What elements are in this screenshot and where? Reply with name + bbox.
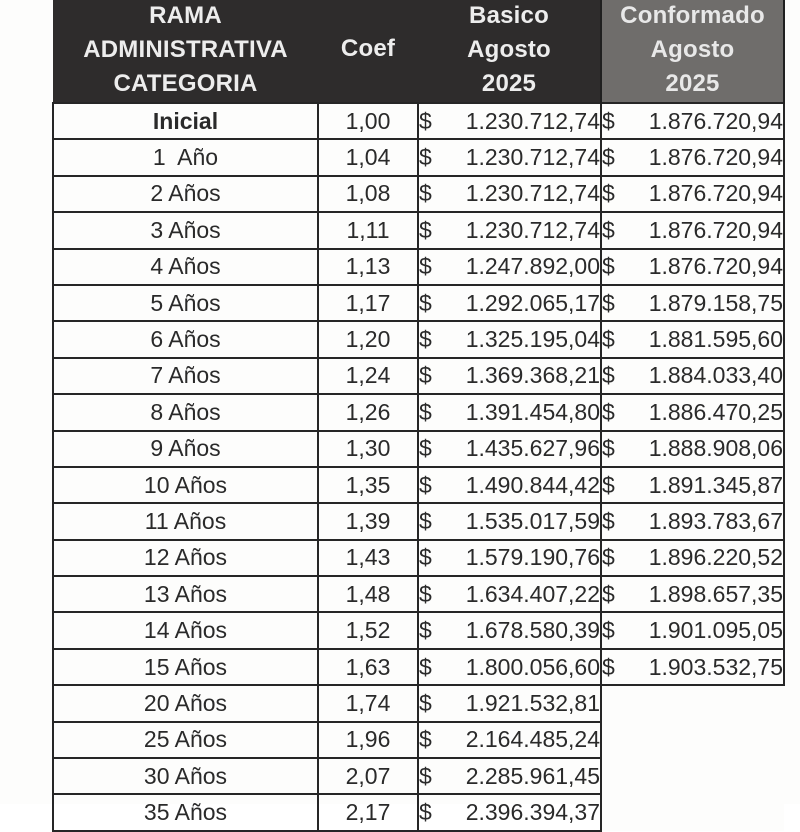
amount-basico: 1.247.892,00 (465, 253, 600, 280)
amount-conformado: 1.888.908,06 (648, 435, 783, 462)
currency-symbol: $ (602, 653, 615, 680)
cell-basico (418, 503, 601, 539)
cell-categoria: 6 Años (53, 321, 318, 357)
cell-basico (418, 212, 601, 248)
cell-conformado (601, 321, 784, 357)
cell-conformado (601, 612, 784, 648)
amount-conformado: 1.884.033,40 (648, 362, 783, 389)
amount-basico: 1.230.712,74 (465, 144, 600, 171)
header-category-line3: CATEGORIA (113, 70, 258, 97)
cell-basico (418, 576, 601, 612)
amount-conformado: 1.893.783,67 (648, 507, 783, 534)
cell-categoria: 12 Años (53, 540, 318, 576)
cell-empty (601, 685, 784, 721)
cell-coef: 1,00 (318, 103, 418, 139)
cell-basico (418, 176, 601, 212)
cell-coef: 1,63 (318, 649, 418, 685)
amount-conformado: 1.881.595,60 (648, 326, 783, 353)
cell-basico (418, 649, 601, 685)
cell-empty (601, 758, 784, 794)
currency-symbol: $ (419, 289, 432, 316)
cell-coef: 2,17 (318, 794, 418, 830)
currency-symbol: $ (419, 435, 432, 462)
amount-conformado: 1.876.720,94 (648, 216, 783, 243)
currency-symbol: $ (602, 580, 615, 607)
cell-conformado (601, 576, 784, 612)
amount-conformado: 1.903.532,75 (648, 653, 783, 680)
table-row (53, 649, 784, 685)
amount-basico: 1.292.065,17 (465, 289, 600, 316)
cell-conformado (601, 503, 784, 539)
header-basico (418, 0, 601, 103)
amount-basico: 1.435.627,96 (465, 435, 600, 462)
cell-conformado (601, 212, 784, 248)
cell-categoria: Inicial (53, 103, 318, 139)
cell-conformado (601, 431, 784, 467)
currency-symbol: $ (419, 799, 432, 826)
currency-symbol: $ (419, 653, 432, 680)
table-row (53, 685, 784, 721)
table-header (53, 0, 784, 103)
cell-coef: 1,11 (318, 212, 418, 248)
cell-categoria: 20 Años (53, 685, 318, 721)
cell-basico (418, 321, 601, 357)
amount-basico: 1.634.407,22 (465, 580, 600, 607)
currency-symbol: $ (602, 180, 615, 207)
amount-basico: 1.678.580,39 (465, 617, 600, 644)
cell-coef: 1,20 (318, 321, 418, 357)
currency-symbol: $ (419, 253, 432, 280)
amount-basico: 1.800.056,60 (465, 653, 600, 680)
cell-categoria: 11 Años (53, 503, 318, 539)
table-row (53, 612, 784, 648)
amount-conformado: 1.896.220,52 (648, 544, 783, 571)
cell-coef: 1,35 (318, 467, 418, 503)
amount-conformado: 1.886.470,25 (648, 398, 783, 425)
header-conformado (601, 0, 784, 103)
cell-coef: 1,13 (318, 249, 418, 285)
cell-basico (418, 285, 601, 321)
currency-symbol: $ (419, 689, 432, 716)
amount-basico: 2.285.961,45 (465, 762, 600, 789)
cell-categoria: 3 Años (53, 212, 318, 248)
table-row (53, 540, 784, 576)
cell-basico (418, 540, 601, 576)
cell-categoria: 4 Años (53, 249, 318, 285)
cell-coef: 1,30 (318, 431, 418, 467)
cell-coef: 1,04 (318, 139, 418, 175)
cell-categoria: 10 Años (53, 467, 318, 503)
amount-basico: 2.396.394,37 (465, 799, 600, 826)
cell-basico (418, 758, 601, 794)
amount-basico: 1.369.368,21 (465, 362, 600, 389)
amount-conformado: 1.876.720,94 (648, 144, 783, 171)
currency-symbol: $ (602, 107, 615, 134)
cell-coef: 1,24 (318, 358, 418, 394)
cell-coef: 1,39 (318, 503, 418, 539)
table-row (53, 176, 784, 212)
header-category (53, 0, 318, 103)
cell-categoria: 35 Años (53, 794, 318, 830)
currency-symbol: $ (602, 253, 615, 280)
currency-symbol: $ (419, 216, 432, 243)
cell-conformado (601, 139, 784, 175)
currency-symbol: $ (419, 144, 432, 171)
amount-basico: 1.325.195,04 (465, 326, 600, 353)
cell-coef: 1,96 (318, 722, 418, 758)
amount-conformado: 1.901.095,05 (648, 617, 783, 644)
table-row (53, 212, 784, 248)
header-basico-line2: Agosto (467, 36, 551, 63)
amount-basico: 1.230.712,74 (465, 107, 600, 134)
currency-symbol: $ (602, 471, 615, 498)
cell-basico (418, 467, 601, 503)
cell-basico (418, 722, 601, 758)
currency-symbol: $ (602, 398, 615, 425)
currency-symbol: $ (419, 580, 432, 607)
header-category-line2: ADMINISTRATIVA (83, 36, 288, 63)
cell-categoria: 1 Año (53, 139, 318, 175)
cell-categoria: 5 Años (53, 285, 318, 321)
table-row (53, 103, 784, 139)
currency-symbol: $ (419, 107, 432, 134)
cell-categoria: 13 Años (53, 576, 318, 612)
header-coef (318, 0, 418, 103)
amount-basico: 1.490.844,42 (465, 471, 600, 498)
table-row (53, 722, 784, 758)
cell-conformado (601, 358, 784, 394)
table-row (53, 249, 784, 285)
cell-basico (418, 685, 601, 721)
currency-symbol: $ (602, 326, 615, 353)
cell-conformado (601, 285, 784, 321)
cell-categoria: 7 Años (53, 358, 318, 394)
cell-conformado (601, 467, 784, 503)
amount-basico: 1.579.190,76 (465, 544, 600, 571)
currency-symbol: $ (419, 726, 432, 753)
cell-coef: 1,17 (318, 285, 418, 321)
amount-conformado: 1.876.720,94 (648, 107, 783, 134)
table-row (53, 321, 784, 357)
header-conformado-line1: Conformado (620, 2, 765, 29)
cell-categoria: 15 Años (53, 649, 318, 685)
amount-basico: 1.921.532,81 (465, 689, 600, 716)
cell-categoria: 2 Años (53, 176, 318, 212)
amount-basico: 1.230.712,74 (465, 216, 600, 243)
cell-conformado (601, 649, 784, 685)
currency-symbol: $ (602, 544, 615, 571)
currency-symbol: $ (602, 144, 615, 171)
currency-symbol: $ (602, 435, 615, 462)
header-basico-line3: 2025 (481, 70, 537, 97)
amount-basico: 1.391.454,80 (465, 398, 600, 425)
cell-conformado (601, 176, 784, 212)
currency-symbol: $ (602, 362, 615, 389)
table-row (53, 431, 784, 467)
amount-conformado: 1.876.720,94 (648, 180, 783, 207)
header-coef-label: Coef (340, 35, 396, 62)
cell-coef: 1,74 (318, 685, 418, 721)
cell-coef: 1,08 (318, 176, 418, 212)
cell-empty (601, 794, 784, 830)
cell-categoria: 30 Años (53, 758, 318, 794)
currency-symbol: $ (419, 544, 432, 571)
amount-basico: 1.535.017,59 (465, 507, 600, 534)
currency-symbol: $ (419, 617, 432, 644)
cell-coef: 1,48 (318, 576, 418, 612)
cell-categoria: 9 Años (53, 431, 318, 467)
header-conformado-line2: Agosto (650, 36, 735, 63)
currency-symbol: $ (419, 507, 432, 534)
cell-conformado (601, 394, 784, 430)
amount-basico: 1.230.712,74 (465, 180, 600, 207)
cell-basico (418, 431, 601, 467)
header-conformado-line3: 2025 (665, 70, 720, 97)
currency-symbol: $ (419, 471, 432, 498)
table-row (53, 285, 784, 321)
cell-basico (418, 249, 601, 285)
cell-conformado (601, 103, 784, 139)
cell-empty (601, 722, 784, 758)
currency-symbol: $ (419, 762, 432, 789)
cell-coef: 1,52 (318, 612, 418, 648)
cell-basico (418, 139, 601, 175)
amount-basico: 2.164.485,24 (465, 726, 600, 753)
table-row (53, 758, 784, 794)
amount-conformado: 1.891.345,87 (648, 471, 783, 498)
cell-basico (418, 358, 601, 394)
header-row (53, 0, 784, 103)
table-row (53, 358, 784, 394)
table-row (53, 794, 784, 830)
currency-symbol: $ (419, 326, 432, 353)
cell-conformado (601, 540, 784, 576)
currency-symbol: $ (419, 180, 432, 207)
cell-categoria: 14 Años (53, 612, 318, 648)
cell-coef: 1,43 (318, 540, 418, 576)
currency-symbol: $ (602, 507, 615, 534)
table-row (53, 503, 784, 539)
amount-conformado: 1.876.720,94 (648, 253, 783, 280)
currency-symbol: $ (419, 398, 432, 425)
table-row (53, 394, 784, 430)
header-category-line1: RAMA (149, 2, 222, 29)
salary-table (52, 0, 785, 832)
currency-symbol: $ (602, 216, 615, 243)
header-basico-line1: Basico (469, 2, 549, 29)
amount-conformado: 1.879.158,75 (648, 289, 783, 316)
table-row (53, 576, 784, 612)
amount-conformado: 1.898.657,35 (648, 580, 783, 607)
table-body (53, 103, 784, 831)
cell-basico (418, 794, 601, 830)
cell-basico (418, 103, 601, 139)
currency-symbol: $ (602, 289, 615, 316)
currency-symbol: $ (602, 617, 615, 644)
table-row (53, 467, 784, 503)
cell-basico (418, 394, 601, 430)
currency-symbol: $ (419, 362, 432, 389)
cell-basico (418, 612, 601, 648)
cell-coef: 1,26 (318, 394, 418, 430)
cell-categoria: 25 Años (53, 722, 318, 758)
table-row (53, 139, 784, 175)
cell-coef: 2,07 (318, 758, 418, 794)
cell-categoria: 8 Años (53, 394, 318, 430)
cell-conformado (601, 249, 784, 285)
